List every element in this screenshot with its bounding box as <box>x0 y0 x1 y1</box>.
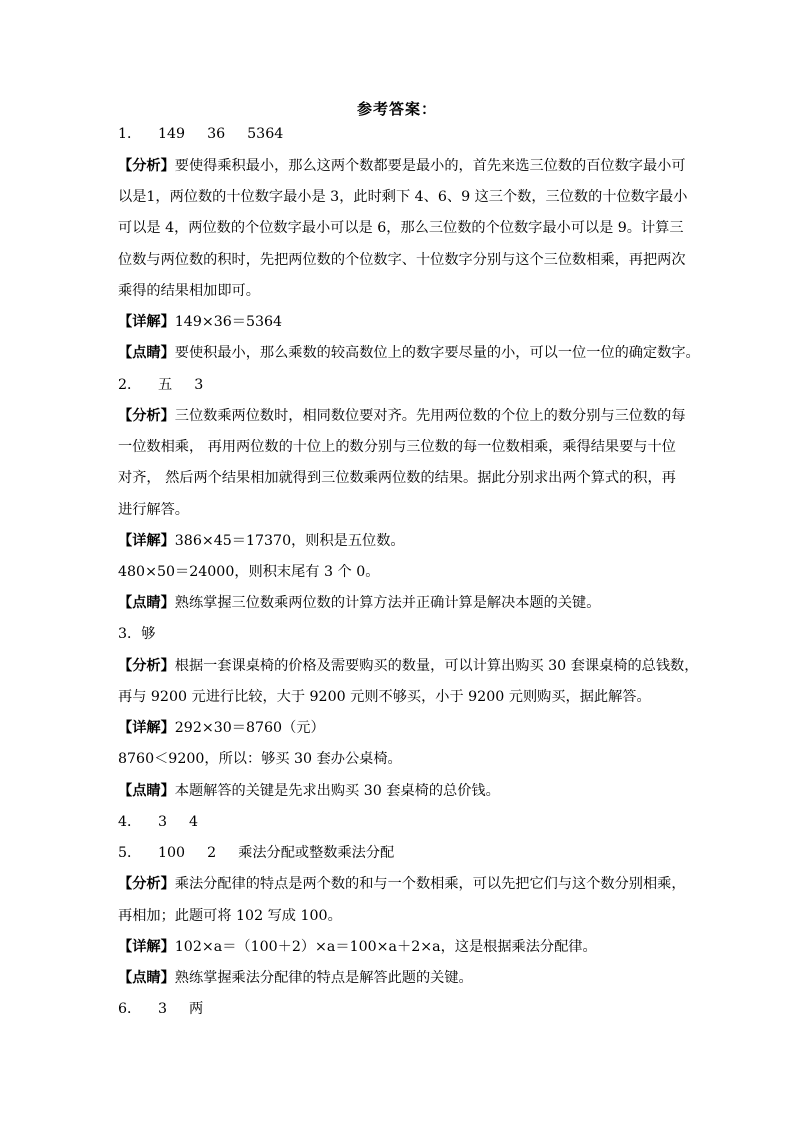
analysis-tag: 【分析】 <box>118 658 175 674</box>
q6-answer-2: 两 <box>189 1001 204 1017</box>
q4-answer-2: 4 <box>189 814 199 830</box>
q1-analysis-line-1: 【分析】要使得乘积最小，那么这两个数都要是最小的，首先来选三位数的百位数字最小可 <box>118 158 686 174</box>
q2-analysis-line-3: 对齐， 然后两个结果相加就得到三位数乘两位数的结果。据此分别求出两个算式的积，再 <box>118 470 676 486</box>
q1-answer-3: 5364 <box>247 126 284 142</box>
analysis-tag: 【分析】 <box>118 158 175 174</box>
q5-analysis-line-2: 再相加；此题可将 102 写成 100。 <box>118 908 342 924</box>
page-title: 参考答案： <box>356 100 437 118</box>
q5-answer-line <box>118 843 718 863</box>
q5-answer-1: 100 <box>158 845 186 861</box>
q2-analysis-line-2: 一位数相乘， 再用两位数的十位上的数分别与三位数的每一位数相乘，乘得结果要与十位 <box>118 439 676 455</box>
q2-answer-1: 五 <box>158 377 173 393</box>
analysis-tag: 【分析】 <box>118 408 175 424</box>
comment-tag: 【点睛】 <box>118 783 175 799</box>
comment-tag: 【点睛】 <box>118 970 175 986</box>
q1-analysis-line-4: 位数与两位数的积时，先把两位数的个位数字、十位数字分别与这个三位数相乘，再把两次 <box>118 252 686 268</box>
q1-analysis-line-2: 以是1，两位数的十位数字最小是 3，此时剩下 4、6、9 这三个数，三位数的十位数字最小 <box>118 189 688 205</box>
q5-number: 5． <box>118 845 142 861</box>
q5-answer-3: 乘法分配或整数乘法分配 <box>238 845 395 861</box>
q1-analysis-line-3: 可以是 4，两位数的个位数字最小可以是 6，那么三位数的个位数字最小可以是 9。计算三 <box>118 220 684 236</box>
q5-analysis-line-1: 【分析】乘法分配律的特点是两个数的和与一个数相乘，可以先把它们与这个数分别相乘， <box>118 876 686 892</box>
analysis-tag: 【分析】 <box>118 876 175 892</box>
q2-analysis-line-1: 【分析】三位数乘两位数时，相同数位要对齐。先用两位数的个位上的数分别与三位数的每 <box>118 408 686 424</box>
q3-comment-line: 【点睛】本题解答的关键是先求出购买 30 套桌椅的总价钱。 <box>118 783 500 799</box>
q3-detail-line-1: 【详解】292×30＝8760（元） <box>118 720 325 736</box>
q5-detail-line: 【详解】102×a＝（100＋2）×a＝100×a＋2×a，这是根据乘法分配律。 <box>118 939 597 955</box>
q6-answer-line <box>118 999 718 1019</box>
q1-number: 1． <box>118 126 142 142</box>
detail-tag: 【详解】 <box>118 533 175 549</box>
q3-detail-line-2: 8760＜9200，所以：够买 30 套办公桌椅。 <box>118 751 402 767</box>
q2-detail-line-2: 480×50＝24000，则积末尾有 3 个 0。 <box>118 564 380 580</box>
q2-answer-line <box>118 375 718 395</box>
q6-answer-1: 3 <box>158 1001 168 1017</box>
q6-number: 6． <box>118 1001 142 1017</box>
comment-tag: 【点睛】 <box>118 595 175 611</box>
q4-answer-1: 3 <box>158 814 168 830</box>
detail-tag: 【详解】 <box>118 939 175 955</box>
q3-answer-1: 够 <box>141 626 156 642</box>
q2-number: 2． <box>118 377 142 393</box>
q5-comment-line: 【点睛】熟练掌握乘法分配律的特点是解答此题的关键。 <box>118 970 473 986</box>
q5-answer-2: 2 <box>207 845 217 861</box>
q3-number: 3． <box>118 626 142 642</box>
q3-answer-line <box>118 624 718 644</box>
q3-analysis-line-2: 再与 9200 元进行比较，大于 9200 元则不够买，小于 9200 元则购买，据此解答。 <box>118 689 651 705</box>
q1-analysis-line-5: 乘得的结果相加即可。 <box>118 283 260 299</box>
q2-answer-2: 3 <box>194 377 204 393</box>
q1-answer-line <box>118 124 718 144</box>
q2-comment-line: 【点睛】熟练掌握三位数乘两位数的计算方法并正确计算是解决本题的关键。 <box>118 595 601 611</box>
q4-number: 4． <box>118 814 142 830</box>
q1-detail-line: 【详解】149×36＝5364 <box>118 314 283 330</box>
q3-analysis-line-1: 【分析】根据一套课桌椅的价格及需要购买的数量，可以计算出购买 30 套课桌椅的总钱数， <box>118 658 699 674</box>
q1-comment-line: 【点睛】要使积最小，那么乘数的较高数位上的数字要尽量的小，可以一位一位的确定数字。 <box>118 345 700 361</box>
comment-tag: 【点睛】 <box>118 345 175 361</box>
q1-answer-1: 149 <box>158 126 186 142</box>
detail-tag: 【详解】 <box>118 720 175 736</box>
q1-answer-2: 36 <box>207 126 226 142</box>
detail-tag: 【详解】 <box>118 314 175 330</box>
q2-analysis-line-4: 进行解答。 <box>118 502 189 518</box>
q4-answer-line <box>118 812 718 832</box>
q2-detail-line-1: 【详解】386×45＝17370，则积是五位数。 <box>118 533 405 549</box>
